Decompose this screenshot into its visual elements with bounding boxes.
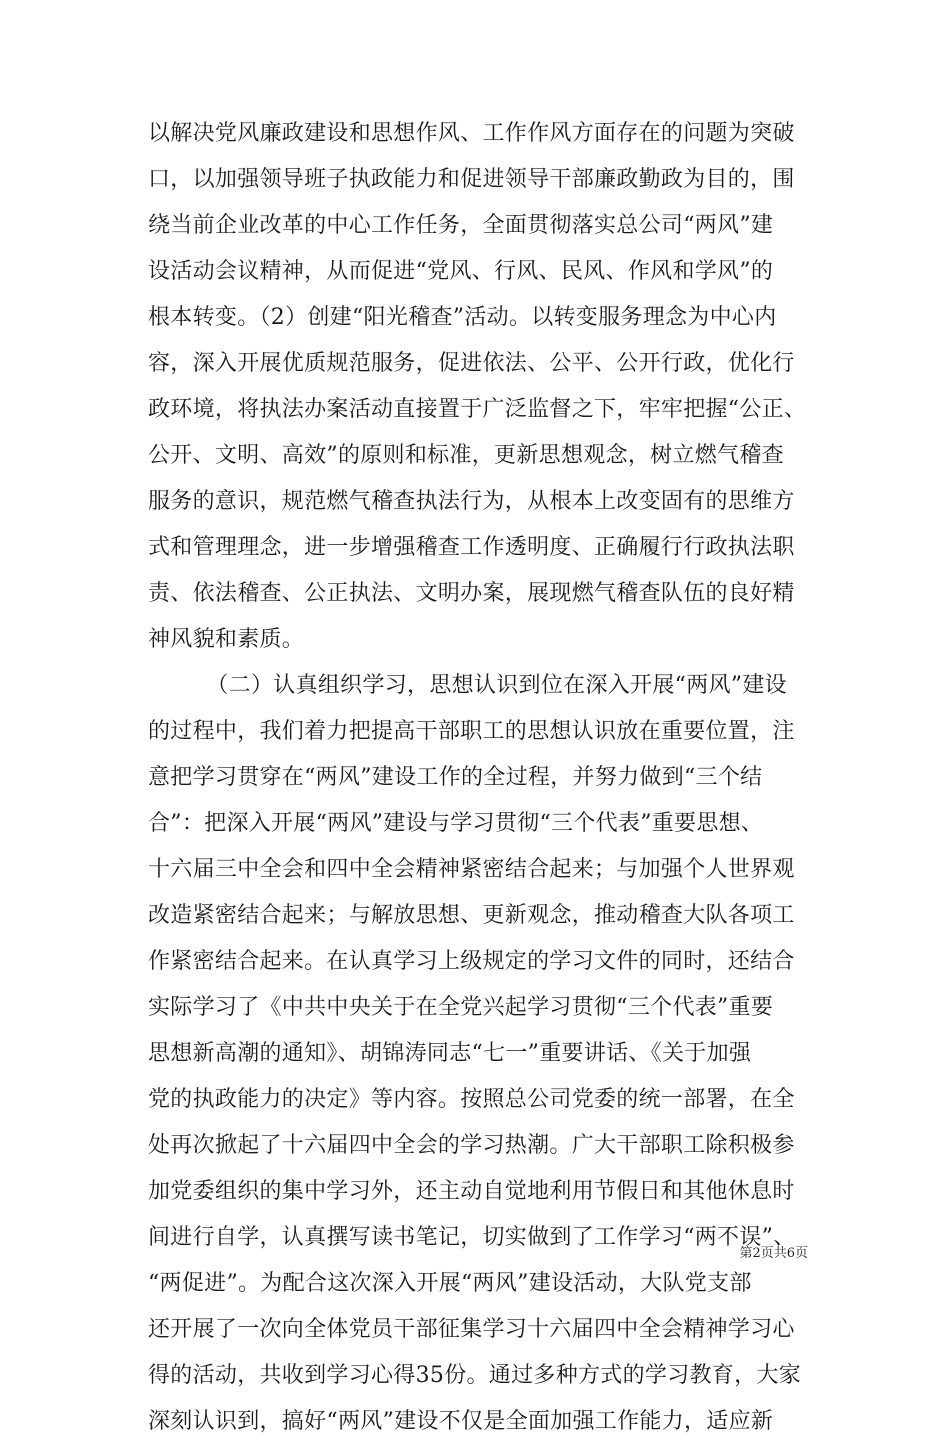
text-line: 十六届三中全会和四中全会精神紧密结合起来；与加强个人世界观 xyxy=(148,857,795,882)
text-line: 公开、文明、高效”的原则和标准，更新思想观念，树立燃气稽查 xyxy=(148,443,784,468)
text-line: 设活动会议精神，从而促进“党风、行风、民风、作风和学风”的 xyxy=(148,259,774,284)
text-line: “两促进”。为配合这次深入开展“两风”建设活动，大队党支部 xyxy=(148,1271,752,1296)
text-line: 思想新高潮的通知》、胡锦涛同志“七一”重要讲话、《关于加强 xyxy=(148,1041,752,1066)
text-line: 处再次掀起了十六届四中全会的学习热潮。广大干部职工除积极参 xyxy=(148,1133,795,1158)
text-line: 意把学习贯穿在“两风”建设工作的全过程，并努力做到“三个结 xyxy=(148,765,763,790)
text-line: 口，以加强领导班子执政能力和促进领导干部廉政勤政为目的，围 xyxy=(148,167,795,192)
text-line: 加党委组织的集中学习外，还主动自觉地利用节假日和其他休息时 xyxy=(148,1179,795,1204)
text-line: 得的活动，共收到学习心得35份。通过多种方式的学习教育，大家 xyxy=(148,1363,801,1388)
text-line: 作紧密结合起来。在认真学习上级规定的学习文件的同时，还结合 xyxy=(148,949,795,974)
page-number-footer: 第2页共6页 xyxy=(739,1246,808,1261)
text-line: （二）认真组织学习，思想认识到位在深入开展“两风”建设 xyxy=(148,673,787,698)
text-line: 深刻认识到，搞好“两风”建设不仅是全面加强工作能力，适应新 xyxy=(148,1409,774,1434)
text-line: 式和管理理念，进一步增强稽查工作透明度、正确履行行政执法职 xyxy=(148,535,795,560)
text-line: 的过程中，我们着力把提高干部职工的思想认识放在重要位置，注 xyxy=(148,719,795,744)
text-line: 服务的意识，规范燃气稽查执法行为，从根本上改变固有的思维方 xyxy=(148,489,795,514)
text-line: 合”：把深入开展“两风”建设与学习贯彻“三个代表”重要思想、 xyxy=(148,811,764,836)
text-line: 容，深入开展优质规范服务，促进依法、公平、公开行政，优化行 xyxy=(148,351,795,376)
text-line: 党的执政能力的决定》等内容。按照总公司党委的统一部署，在全 xyxy=(148,1087,795,1112)
text-line: 责、依法稽查、公正执法、文明办案，展现燃气稽查队伍的良好精 xyxy=(148,581,795,606)
text-line: 间进行自学，认真撰写读书笔记，切实做到了工作学习“两不误”、 xyxy=(148,1225,796,1250)
text-line: 绕当前企业改革的中心工作任务，全面贯彻落实总公司“两风”建 xyxy=(148,213,774,238)
text-line: 还开展了一次向全体党员干部征集学习十六届四中全会精神学习心 xyxy=(148,1317,795,1342)
text-line: 神风貌和素质。 xyxy=(148,627,305,652)
text-line: 根本转变。（2）创建“阳光稽查”活动。以转变服务理念为中心内 xyxy=(148,305,777,330)
text-line: 改造紧密结合起来；与解放思想、更新观念，推动稽查大队各项工 xyxy=(148,903,795,928)
text-line: 政环境，将执法办案活动直接置于广泛监督之下，牢牢把握“公正、 xyxy=(148,397,807,422)
text-line: 以解决党风廉政建设和思想作风、工作作风方面存在的问题为突破 xyxy=(148,121,795,146)
text-line: 实际学习了《中共中央关于在全党兴起学习贯彻“三个代表”重要 xyxy=(148,995,774,1020)
